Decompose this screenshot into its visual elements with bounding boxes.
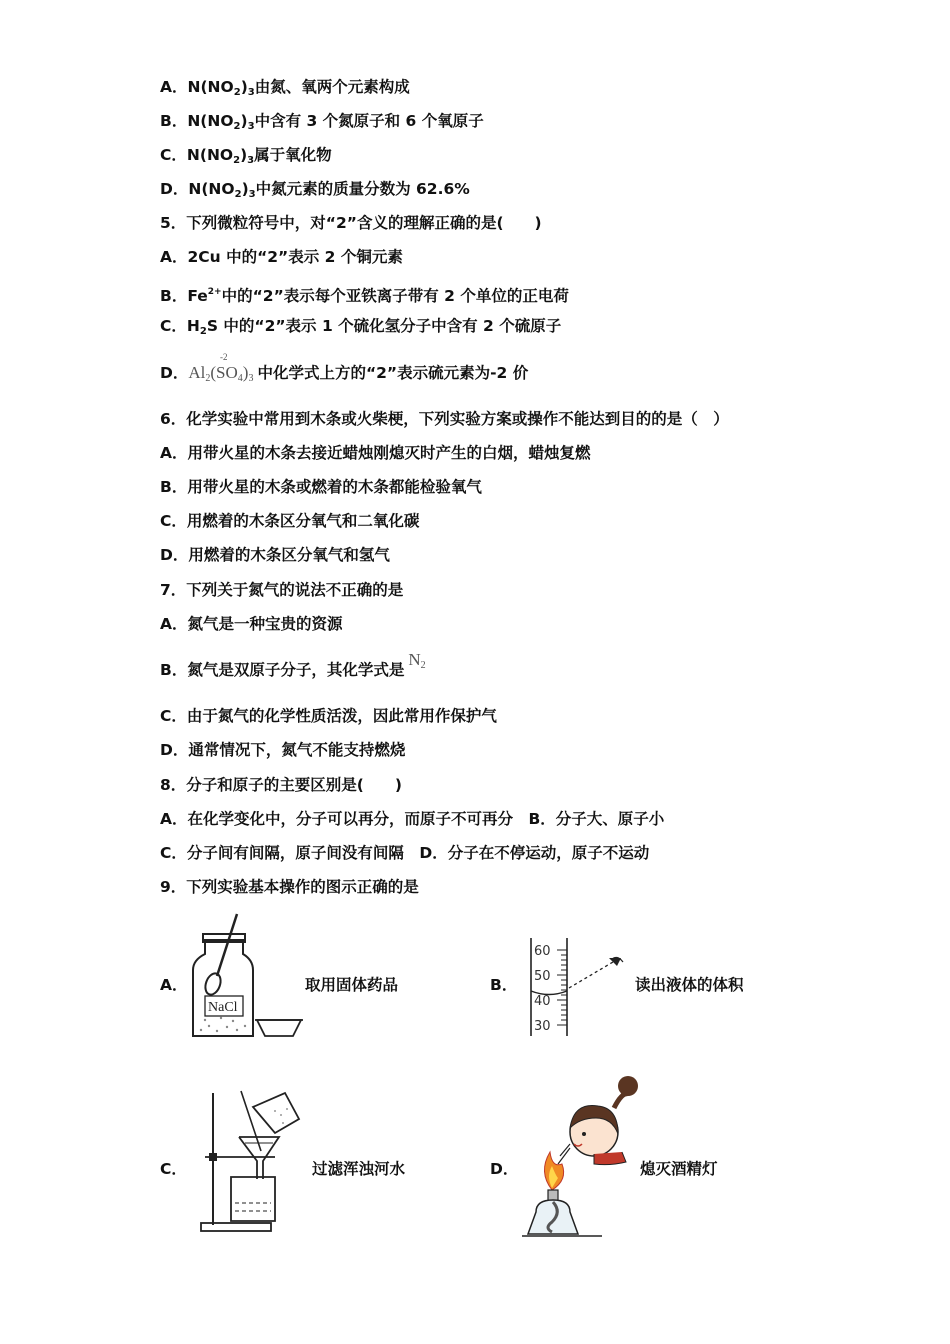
eye-icon	[609, 958, 621, 966]
q6-option-a: A．用带火星的木条去接近蜡烛刚熄灭时产生的白烟，蜡烛复燃	[160, 444, 591, 462]
q9-option-b-caption: 读出液体的体积	[635, 976, 744, 994]
valence-charge: -2	[220, 352, 228, 362]
nitrogen-formula: $N_2$	[408, 650, 426, 671]
q5-option-a: A．2Cu 中的“2”表示 2 个铜元素	[160, 248, 403, 266]
q5-option-b: B．$Fe^{2+}$中的“2”表示每个亚铁离子带有 2 个单位的正电荷	[160, 287, 569, 305]
q9-option-b-letter: B．	[490, 976, 518, 994]
tick-30: 30	[534, 1019, 551, 1034]
q9-option-d-letter: D．	[490, 1160, 519, 1178]
q9-option-a-letter: A．	[160, 976, 188, 994]
q9-option-d-caption: 熄灭酒精灯	[640, 1160, 718, 1178]
q5-option-c: C．$H_2S$ 中的“2”表示 1 个硫化氢分子中含有 2 个硫原子	[160, 317, 562, 337]
tick-60: 60	[534, 944, 551, 959]
q9-stem: 9．下列实验基本操作的图示正确的是	[160, 878, 419, 896]
q4-option-b: B．$N(NO_2)_3$中含有 3 个氮原子和 6 个氧原子	[160, 112, 484, 132]
q7-option-a: A．氮气是一种宝贵的资源	[160, 615, 343, 633]
q8-options-line1: A．在化学变化中，分子可以再分，而原子不可再分 B．分子大、原子小	[160, 810, 665, 828]
q7-option-d: D．通常情况下，氮气不能支持燃烧	[160, 741, 406, 759]
q6-stem: 6．化学实验中常用到木条或火柴梗，下列实验方案或操作不能达到目的的是（ ）	[160, 410, 729, 428]
q4-option-a: A．$N(NO_2)_3$由氮、氧两个元素构成	[160, 78, 410, 98]
graduated-cylinder-figure	[525, 936, 635, 1040]
q9-option-a-caption: 取用固体药品	[305, 976, 399, 994]
q9-option-c-letter: C．	[160, 1160, 187, 1178]
tick-40: 40	[534, 994, 551, 1009]
q4-option-d: D．$N(NO_2)_3$中氮元素的质量分数为 62.6%	[160, 180, 470, 200]
q7-stem: 7．下列关于氮气的说法不正确的是	[160, 581, 404, 599]
q7-option-c: C．由于氮气的化学性质活泼，因此常用作保护气	[160, 707, 497, 725]
alcohol-lamp-figure	[522, 1072, 642, 1240]
q7-option-b: B．氮气是双原子分子，其化学式是$N_2$	[160, 650, 426, 679]
q4-option-c: C．$N(NO_2)_3$属于氧化物	[160, 146, 332, 166]
aluminum-sulfate-formula: $Al_2(SO$ -2 $_4)_3$	[188, 363, 253, 382]
q6-option-d: D．用燃着的木条区分氧气和氢气	[160, 546, 390, 564]
q8-stem: 8．分子和原子的主要区别是( )	[160, 776, 402, 794]
q9-option-c-caption: 过滤浑浊河水	[312, 1160, 406, 1178]
tick-50: 50	[534, 969, 551, 984]
filtration-apparatus-figure	[195, 1085, 310, 1235]
q6-option-b: B．用带火星的木条或燃着的木条都能检验氧气	[160, 478, 482, 496]
q8-options-line2: C．分子间有间隔，原子间没有间隔 D．分子在不停运动，原子不运动	[160, 844, 650, 862]
q5-option-d: D．$Al_2(SO$ -2 $_4)_3$ 中化学式上方的“2”表示硫元素为-2 价	[160, 363, 528, 389]
solid-reagent-bottle-figure	[185, 910, 310, 1042]
q6-option-c: C．用燃着的木条区分氧气和二氧化碳	[160, 512, 420, 530]
nacl-label: NaCl	[208, 1000, 238, 1015]
q5-stem: 5．下列微粒符号中，对“2”含义的理解正确的是( )	[160, 214, 542, 232]
